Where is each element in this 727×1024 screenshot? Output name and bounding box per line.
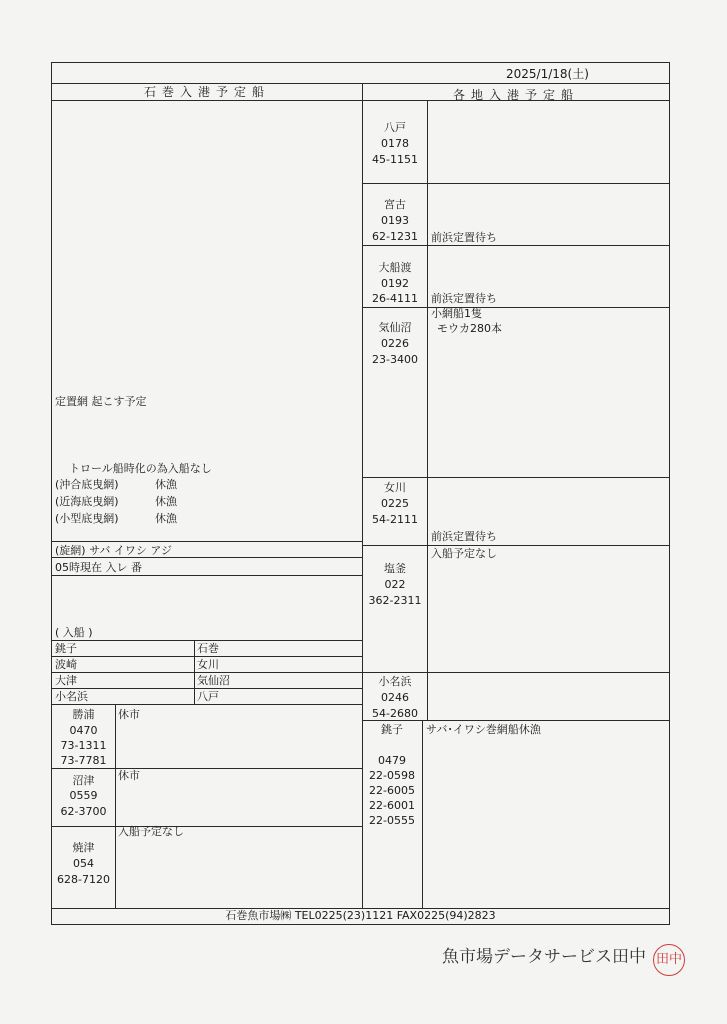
rule <box>51 672 362 673</box>
port-note: 前浜定置待ち <box>431 231 497 244</box>
port-name: 勝浦 <box>72 708 95 721</box>
bottom-trawl-status: 休漁 <box>155 478 177 491</box>
port-phone: 54-2680 <box>372 707 418 720</box>
incoming-cell: 銚子 <box>55 642 77 655</box>
purse-seine-note: (旋網) サバ イワシ アジ <box>55 544 172 557</box>
port-phone: 0246 <box>381 691 409 704</box>
port-note: モウカ280本 <box>437 322 502 335</box>
rule <box>51 656 362 657</box>
port-phone: 22-0555 <box>369 814 415 827</box>
port-name: 小名浜 <box>378 675 412 688</box>
rule <box>362 183 670 184</box>
as-of-note: 05時現在 入レ 番 <box>55 561 142 574</box>
bottom-trawl-label: (小型底曳網) <box>55 512 119 525</box>
port-note: 休市 <box>118 708 140 721</box>
port-note: 前浜定置待ち <box>431 292 497 305</box>
port-name: 焼津 <box>72 841 95 854</box>
bottom-trawl-label: (近海底曳網) <box>55 495 119 508</box>
port-name: 宮古 <box>384 198 406 211</box>
rule <box>362 245 670 246</box>
port-phone: 22-0598 <box>369 769 415 782</box>
rule <box>51 557 362 558</box>
rule <box>194 640 195 704</box>
incoming-cell: 女川 <box>197 658 219 671</box>
incoming-cell: 大津 <box>55 674 77 687</box>
port-name: 沼津 <box>72 774 95 787</box>
port-note: 入船予定なし <box>431 547 497 560</box>
bottom-trawl-status: 休漁 <box>155 495 177 508</box>
port-note: 小網船1隻 <box>431 307 482 320</box>
port-note: 入船予定なし <box>118 825 184 838</box>
port-phone: 23-3400 <box>372 353 418 366</box>
bottom-trawl-label: (沖合底曳網) <box>55 478 119 491</box>
port-name: 大船渡 <box>378 261 412 274</box>
ishinomaki-header: 石巻入港予定船 <box>143 85 270 99</box>
rule <box>362 672 670 673</box>
port-phone: 0178 <box>381 137 409 150</box>
name-seal: 田中 <box>653 944 685 976</box>
rule <box>51 62 670 63</box>
rule <box>427 100 428 720</box>
rule <box>362 720 670 721</box>
port-phone: 054 <box>73 857 94 870</box>
port-phone: 45-1151 <box>372 153 418 166</box>
port-note: 前浜定置待ち <box>431 530 497 543</box>
port-phone: 54-2111 <box>372 513 418 526</box>
port-phone: 0226 <box>381 337 409 350</box>
report-date: 2025/1/18(土) <box>506 67 589 81</box>
rule <box>362 307 670 308</box>
incoming-label: ( 入船 ) <box>55 626 93 639</box>
rule <box>362 545 670 546</box>
incoming-cell: 気仙沼 <box>197 674 230 687</box>
port-name: 塩釜 <box>384 562 406 575</box>
port-name: 八戸 <box>384 121 406 134</box>
port-phone: 73-1311 <box>60 739 107 752</box>
rule <box>362 477 670 478</box>
rule <box>51 924 670 925</box>
port-phone: 0193 <box>381 214 409 227</box>
set-net-note: 定置網 起こす予定 <box>55 395 147 408</box>
incoming-cell: 小名浜 <box>55 690 88 703</box>
other-ports-header: 各地入港予定船 <box>452 88 579 102</box>
port-name: 女川 <box>384 481 406 494</box>
port-phone: 26-4111 <box>372 292 418 305</box>
port-phone: 0479 <box>378 754 406 767</box>
port-name: 銚子 <box>381 723 403 736</box>
rule <box>51 575 362 576</box>
incoming-cell: 石巻 <box>197 642 219 655</box>
port-note: 休市 <box>118 769 140 782</box>
rule <box>115 704 116 908</box>
port-phone: 73-7781 <box>60 754 107 767</box>
port-phone: 628-7120 <box>57 873 110 886</box>
footer-contact: 石巻魚市場㈱ TEL0225(23)1121 FAX0225(94)2823 <box>225 909 496 922</box>
port-note: サバ･イワシ巻網船休漁 <box>426 723 541 736</box>
rule <box>51 826 362 827</box>
rule <box>51 768 362 769</box>
port-phone: 362-2311 <box>368 594 422 607</box>
port-phone: 62-3700 <box>60 805 107 818</box>
port-phone: 62-1231 <box>372 230 418 243</box>
rule <box>51 83 670 84</box>
incoming-cell: 波崎 <box>55 658 77 671</box>
incoming-cell: 八戸 <box>197 690 219 703</box>
port-phone: 22-6001 <box>369 799 415 812</box>
port-phone: 0470 <box>69 724 98 737</box>
signature-stamp: 魚市場データサービス田中 <box>442 947 646 967</box>
port-phone: 0225 <box>381 497 409 510</box>
rule <box>51 541 362 542</box>
trawl-note: トロール船時化の為入船なし <box>69 462 212 475</box>
rule <box>51 704 362 705</box>
port-phone: 022 <box>384 578 406 591</box>
port-phone: 0192 <box>381 277 409 290</box>
port-phone: 22-6005 <box>369 784 415 797</box>
rule <box>422 720 423 908</box>
port-name: 気仙沼 <box>378 321 412 334</box>
port-phone: 0559 <box>69 789 98 802</box>
rule <box>51 688 362 689</box>
bottom-trawl-status: 休漁 <box>155 512 177 525</box>
rule <box>51 640 362 641</box>
rule <box>669 62 670 925</box>
